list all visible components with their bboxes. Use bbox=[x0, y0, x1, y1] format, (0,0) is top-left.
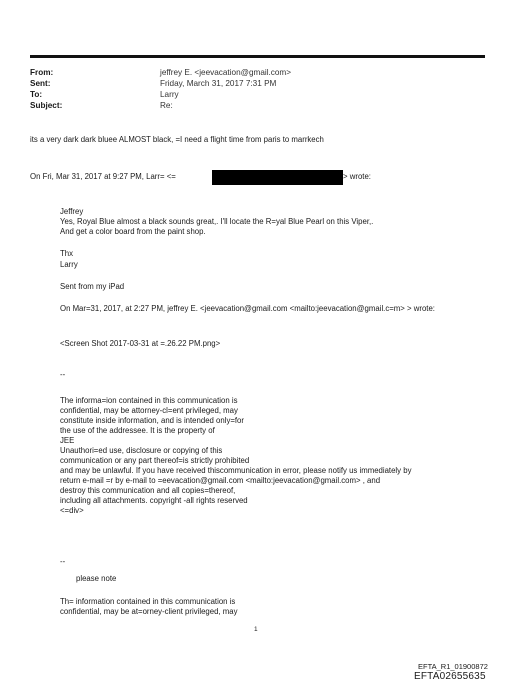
sent-row bbox=[30, 79, 276, 89]
quote-line-2: And get a color board from the paint shop. bbox=[60, 227, 206, 236]
quote-intro-left: On Fri, Mar 31, 2017 at 9:27 PM, Larr= <= bbox=[30, 172, 176, 181]
to-value: Larry bbox=[160, 90, 179, 99]
header-rule bbox=[30, 55, 485, 58]
conf-line-12: <=div> bbox=[60, 506, 84, 515]
conf-line-1: The informa=ion contained in this communication is bbox=[60, 396, 238, 405]
conf-line-11: including all attachments. copyright -all rights reserved bbox=[60, 496, 248, 505]
sent-label: Sent: bbox=[30, 79, 51, 88]
conf-line-10: destroy this communication and all copies=thereof, bbox=[60, 486, 236, 495]
screenshot-attachment: <Screen Shot 2017-03-31 at =.26.22 PM.png> bbox=[60, 339, 221, 348]
to-label: To: bbox=[30, 90, 43, 99]
greeting: Jeffrey bbox=[60, 207, 84, 216]
conf-line-4: the use of the addressee. It is the property of bbox=[60, 426, 215, 435]
conf-line-7: communication or any part thereof=is strictly prohibited bbox=[60, 456, 250, 465]
bates-number-2: EFTA02655635 bbox=[414, 671, 486, 682]
bates-number-1: EFTA_R1_01900872 bbox=[418, 662, 488, 671]
thx: Thx bbox=[60, 249, 73, 258]
quote-line-1: Yes, Royal Blue almost a black sounds great,. I'll locate the R=yal Blue Pearl on this Viper,. bbox=[60, 217, 374, 226]
conf-line-2: confidential, may be attorney-cl=ent privileged, may bbox=[60, 406, 238, 415]
conf2-line-2: confidential, may be at=orney-client privileged, may bbox=[60, 607, 238, 616]
on-mar-line: On Mar=31, 2017, at 2:27 PM, jeffrey E. <jeevacation@gmail.com <mailto:jeevacation@gmail.c=m> > wrote: bbox=[60, 304, 435, 313]
please-note: please note bbox=[76, 574, 117, 583]
conf-line-3: constitute inside information, and is intended only=for bbox=[60, 416, 244, 425]
dashes-1: -- bbox=[60, 370, 66, 379]
conf-line-9: return e-mail =r by e-mail to =eevacation@gmail.com <mailto:jeevacation@gmail.com> , and bbox=[60, 476, 381, 485]
dashes-2: -- bbox=[60, 557, 66, 566]
subject-row bbox=[30, 101, 173, 111]
subject-label: Subject: bbox=[30, 101, 63, 110]
to-row bbox=[30, 90, 179, 100]
redaction-block bbox=[212, 170, 343, 185]
from-row bbox=[30, 68, 291, 78]
conf-line-6: Unauthori=ed use, disclosure or copying of this bbox=[60, 446, 223, 455]
signature-larry: Larry bbox=[60, 260, 78, 269]
quote-intro-right: > wrote: bbox=[343, 172, 371, 181]
page-number: 1 bbox=[254, 626, 258, 633]
sent-value: Friday, March 31, 2017 7:31 PM bbox=[160, 79, 277, 88]
conf2-line-1: Th= information contained in this communication is bbox=[60, 597, 236, 606]
conf-line-5: JEE bbox=[60, 436, 75, 445]
subject-value: Re: bbox=[160, 101, 173, 110]
sent-from: Sent from my iPad bbox=[60, 282, 125, 291]
conf-line-8: and may be unlawful. If you have received thiscommunication in error, please notify us immediately by bbox=[60, 466, 412, 475]
from-label: From: bbox=[30, 68, 54, 77]
body-line-1: its a very dark dark bluee ALMOST black, =I need a flight time from paris to marrkech bbox=[30, 135, 324, 144]
from-value: jeffrey E. <jeevacation@gmail.com> bbox=[160, 68, 292, 77]
